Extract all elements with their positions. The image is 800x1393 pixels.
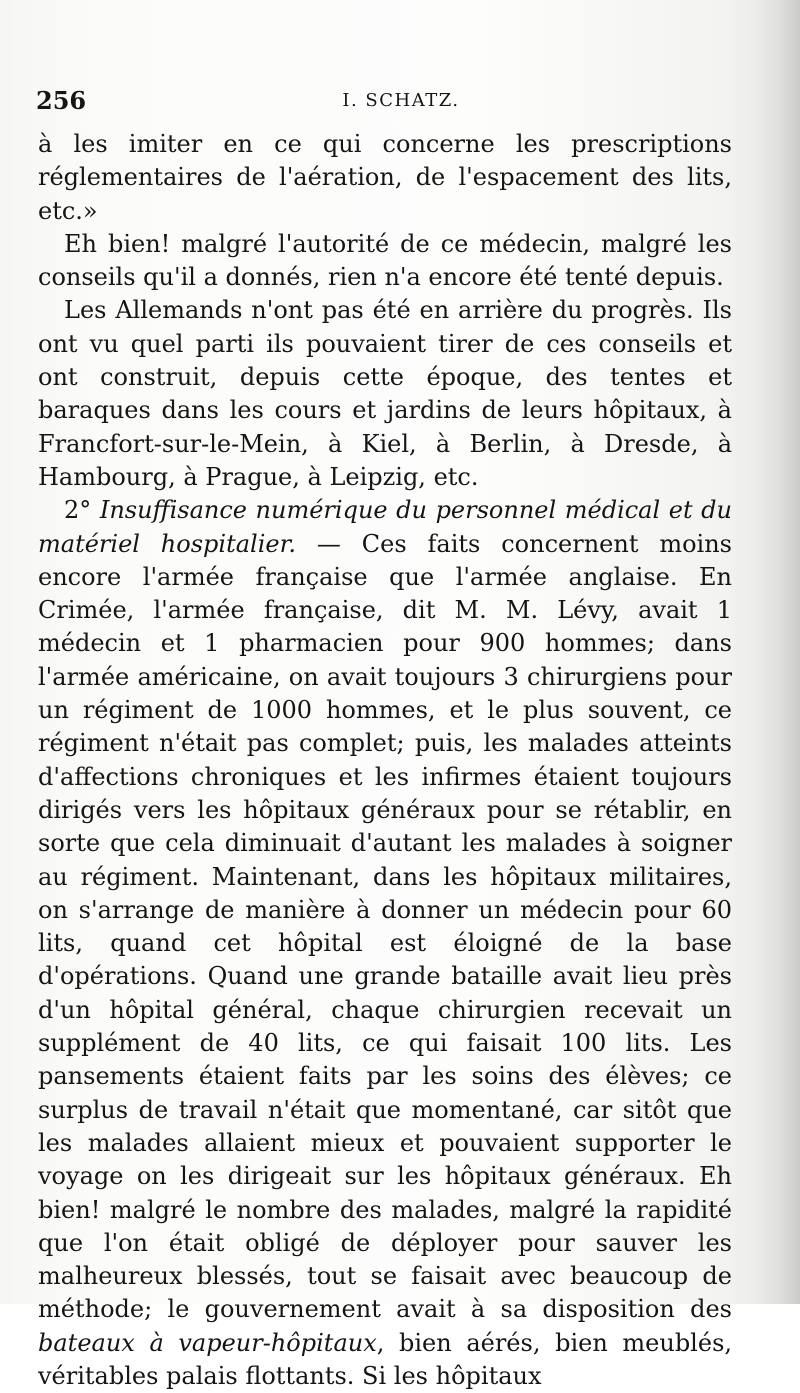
paragraph-insuffisance (38, 494, 732, 1393)
paragraph-continuation: à les imiter en ce qui concerne les prescriptions réglementaires de l'aération, de l'espacement des lits, etc.» (38, 130, 732, 225)
page-binding-shadow (754, 0, 800, 1304)
paragraph-text: Ces faits concernent moins encore l'armée française que l'armée anglaise. En Crimée, l'armée française, dit M. M. Lévy, avait 1 médecin et 1 pharmacien pour 900 hommes; dans l'armée américaine, on avait toujours 3 chirurgiens pour un régiment de 1000 hommes, et le plus souvent, ce régiment n'était pas complet; puis, les malades atteints d'affections chroniques et les infirmes étaient toujours dirigés vers les hôpitaux généraux pour se rétablir, en sorte que cela diminuait d'autant les malades à soigner au régiment. Maintenant, dans les hôpitaux militaires, on s'arrange de manière à donner un médecin pour 60 lits, quand cet hôpital est éloigné de la base d'opérations. Quand une grande bataille avait lieu près d'un hôpital général, chaque chirurgien recevait un supplément de 40 lits, ce qui faisait 100 lits. Les pansements étaient faits par les soins des élèves; ce surplus de travail n'était que momentané, car sitôt que les malades allaient mieux et pouvaient supporter le voyage on les dirigeait sur les hôpitaux généraux. Eh bien! malgré le nombre des malades, malgré la rapidité que l'on était obligé de déployer pour sauver les malheureux blessés, tout se faisait avec beaucoup de méthode; le gouvernement avait à sa disposition des (38, 529, 732, 1324)
section-number: 2° (64, 496, 92, 525)
section-title: Insuffisance numérique du personnel médical et du matériel hospitalier. (38, 496, 732, 558)
em-dash-separator: — (296, 529, 362, 558)
paragraph-allemands: Les Allemands n'ont pas été en arrière du progrès. Ils ont vu quel parti ils pouvaient tirer de ces conseils et ont construit, depuis cette époque, des tentes et baraques dans les cours et jardins de leurs hôpitaux, à Francfort-sur-le-Mein, à Kiel, à Berlin, à Dresde, à Hambourg, à Prague, à Leipzig, etc. (38, 296, 732, 491)
running-head: I. SCHATZ. (342, 90, 460, 111)
page-header (36, 86, 726, 120)
paragraph-text-end: , bien aérés, bien meublés, véritables palais flottants. Si les hôpitaux (38, 1328, 733, 1390)
page-body (38, 128, 732, 1393)
paragraph-eh-bien: Eh bien! malgré l'autorité de ce médecin, malgré les conseils qu'il a donnés, rien n'a encore été tenté depuis. (38, 229, 732, 292)
italic-phrase: bateaux à vapeur-hôpitaux (38, 1328, 377, 1357)
page-number: 256 (36, 86, 87, 115)
